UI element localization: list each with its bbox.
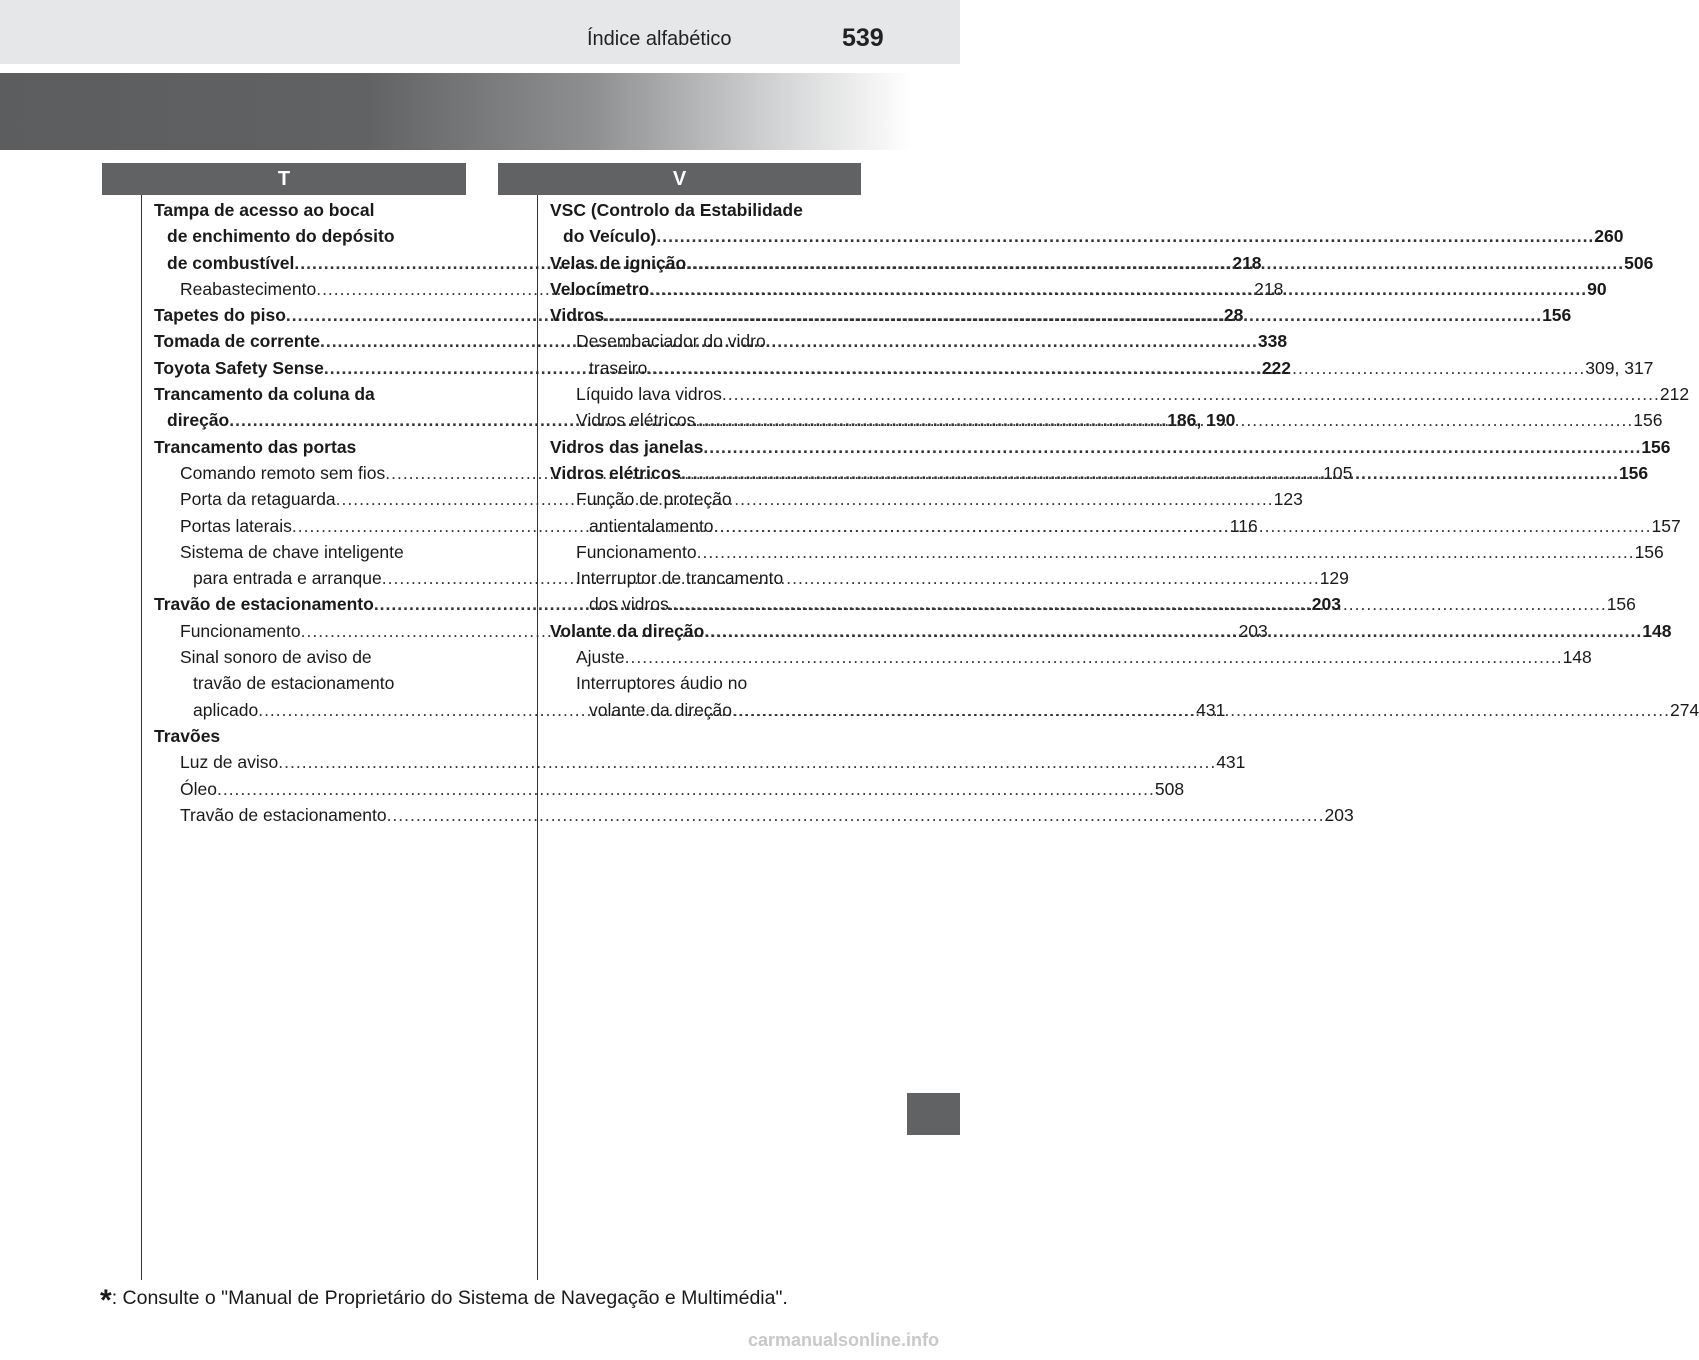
index-page-ref: 508 <box>1154 778 1185 799</box>
index-entry-text: de combustível <box>167 252 295 273</box>
dot-leader <box>714 513 1652 539</box>
dot-leader <box>649 276 1587 302</box>
index-entry-text: Funcionamento <box>180 620 301 641</box>
dot-leader <box>387 802 1325 828</box>
index-entry-text: travão de estacionamento <box>193 673 395 694</box>
index-entry-text: de enchimento do depósito <box>167 226 395 247</box>
index-entry-line <box>550 328 860 354</box>
index-entry-text: Velas de ignição <box>550 252 687 273</box>
index-entry <box>550 539 1664 565</box>
index-page-ref: 156 <box>1606 594 1636 615</box>
index-entry-line <box>154 223 465 249</box>
index-entry-text: Luz de aviso <box>180 752 279 773</box>
index-entry-line <box>154 802 1354 828</box>
index-page-ref: 157 <box>1651 515 1681 536</box>
index-entry <box>154 723 465 749</box>
index-page-ref: 148 <box>1562 647 1592 668</box>
index-entry-line <box>550 197 860 223</box>
index-page-ref: 156 <box>1618 462 1649 483</box>
index-entry-text: Comando remoto sem fios <box>180 462 386 483</box>
dot-leader <box>647 355 1585 381</box>
index-page-ref: 186, 190 <box>1167 410 1236 431</box>
index-entry-text: VSC (Controlo da Estabilidade <box>550 200 803 220</box>
index-page-ref: 156 <box>1641 436 1671 457</box>
page-number: 539 <box>842 24 884 52</box>
index-entry-line <box>550 539 1664 565</box>
index-entry-line <box>154 644 465 670</box>
index-entry-line <box>550 381 1690 407</box>
index-entry-line <box>154 197 465 223</box>
index-entry-line <box>154 434 465 460</box>
index-entry <box>550 644 1592 670</box>
index-page-ref: 203 <box>1238 620 1268 641</box>
footnote-marker: * <box>100 1284 112 1317</box>
index-entry-text: volante da direção <box>589 699 733 720</box>
index-entry-text: Trancamento da coluna da <box>154 384 375 405</box>
index-page-ref: 212 <box>1659 384 1690 405</box>
index-page-ref: 309, 317 <box>1585 357 1654 378</box>
letter-header-t: T <box>102 163 466 195</box>
index-page-ref: 431 <box>1216 752 1246 773</box>
index-page-ref: 222 <box>1261 357 1292 378</box>
index-entry-line <box>154 723 465 749</box>
dot-leader <box>732 697 1670 723</box>
index-entry-line <box>550 486 860 512</box>
index-entry-text: traseiro <box>589 357 648 378</box>
section-title: Índice alfabético <box>587 28 732 50</box>
index-entry-line <box>550 670 860 696</box>
dot-leader <box>217 776 1155 802</box>
index-entry-text: Função de proteção <box>576 489 732 510</box>
index-entry-line <box>550 644 1592 670</box>
index-entry-text: do Veículo) <box>563 226 657 247</box>
dot-leader <box>278 749 1216 775</box>
dot-leader <box>695 407 1633 433</box>
index-entry <box>550 434 1671 460</box>
index-entry-line <box>154 749 1246 775</box>
gradient-banner <box>0 73 960 150</box>
index-entry-line <box>550 223 1624 249</box>
dot-leader <box>722 381 1660 407</box>
index-entry-text: Vidros <box>550 305 605 326</box>
index-entry-text: aplicado <box>193 699 259 720</box>
dot-leader <box>625 644 1563 670</box>
index-entry-text: Travão de estacionamento <box>154 594 374 615</box>
index-entry-text: direção <box>167 410 230 431</box>
index-entry-text: Velocímetro <box>550 278 650 299</box>
index-entry-text: dos vidros <box>589 594 669 615</box>
index-entry-text: Vidros elétricos <box>576 410 696 431</box>
index-page-ref: 506 <box>1624 252 1654 273</box>
index-entry-text: Sinal sonoro de aviso de <box>180 647 372 668</box>
dot-leader <box>704 618 1642 644</box>
index-entry-text: Travão de estacionamento <box>180 804 387 825</box>
index-page-ref: 338 <box>1257 331 1288 352</box>
index-page-ref: 274 <box>1669 699 1699 720</box>
index-page-ref: 156 <box>1542 305 1572 326</box>
index-entry-text: Vidros elétricos <box>550 462 681 483</box>
index-entry <box>550 381 1690 407</box>
index-entry-text: Interruptores áudio no <box>576 673 748 694</box>
index-entry-text: Porta da retaguarda <box>180 489 336 510</box>
index-entry-line <box>154 776 1185 802</box>
index-entry-text: Travões <box>154 725 221 746</box>
index-entry-text: antientalamento <box>589 515 714 536</box>
index-entry-text: Trancamento das portas <box>154 436 357 457</box>
index-entry-text: Toyota Safety Sense <box>154 357 324 378</box>
index-entry <box>550 197 1624 250</box>
index-page-ref: 116 <box>1229 515 1258 536</box>
index-entry-text: Tampa de acesso ao bocal <box>154 200 375 220</box>
index-page-ref: 431 <box>1196 699 1226 720</box>
index-entry-text: Tapetes do piso <box>154 305 286 326</box>
dot-leader <box>681 460 1619 486</box>
index-entry-text: Tomada de corrente <box>154 331 320 352</box>
index-entry-line <box>550 565 860 591</box>
dot-leader <box>703 434 1641 460</box>
dot-leader <box>697 539 1635 565</box>
index-entry-text: Portas laterais <box>180 515 292 536</box>
index-entry <box>154 749 1246 775</box>
index-page-ref: 203 <box>1311 594 1341 615</box>
index-page-ref: 123 <box>1273 489 1303 510</box>
index-entry-text: Sistema de chave inteligente <box>180 541 404 562</box>
watermark: carmanualsonline.info <box>748 1330 940 1350</box>
index-page-ref: 156 <box>1633 410 1663 431</box>
chapter-tab <box>907 1093 960 1135</box>
column-divider-t <box>141 195 142 1280</box>
footnote <box>100 1284 788 1318</box>
page-header-bar <box>0 0 960 64</box>
index-entry-text: Líquido lava vidros <box>576 384 722 405</box>
index-entry <box>154 802 1354 828</box>
index-entry-text: Vidros das janelas <box>550 436 704 457</box>
index-entry-line <box>550 434 1671 460</box>
index-entry-line <box>154 381 465 407</box>
index-entry <box>154 434 465 460</box>
index-page-ref: 260 <box>1594 226 1624 247</box>
index-entry-line <box>154 539 465 565</box>
index-entry <box>154 776 1185 802</box>
index-page-ref: 28 <box>1223 305 1244 326</box>
dot-leader <box>604 302 1542 328</box>
index-entry-text: Volante da direção <box>550 620 705 641</box>
index-page-ref: 218 <box>1232 252 1262 273</box>
index-page-ref: 129 <box>1319 568 1349 589</box>
index-page-ref: 105 <box>1323 462 1353 483</box>
footnote-text: : Consulte o "Manual de Proprietário do Sistema de Navegação e Multimédia". <box>111 1287 788 1309</box>
dot-leader <box>669 591 1607 617</box>
index-entry-text: Ajuste <box>576 647 625 668</box>
dot-leader <box>686 250 1624 276</box>
index-entry-line <box>154 670 465 696</box>
letter-header-v: V <box>498 163 861 195</box>
index-entry-text: Funcionamento <box>576 541 697 562</box>
index-entry-text: Óleo <box>180 778 217 799</box>
index-entry-text: Desembaciador do vidro <box>576 331 766 352</box>
dot-leader <box>656 223 1594 249</box>
index-page-ref: 90 <box>1587 278 1607 299</box>
index-entry-text: Interruptor de trancamento <box>576 568 784 589</box>
index-entry-text: Reabastecimento <box>180 278 317 299</box>
index-page-ref: 218 <box>1254 278 1284 299</box>
index-page-ref: 156 <box>1634 541 1664 562</box>
index-page-ref: 148 <box>1642 620 1672 641</box>
index-page-ref: 203 <box>1324 804 1354 825</box>
index-entry-text: para entrada e arranque <box>193 568 382 589</box>
